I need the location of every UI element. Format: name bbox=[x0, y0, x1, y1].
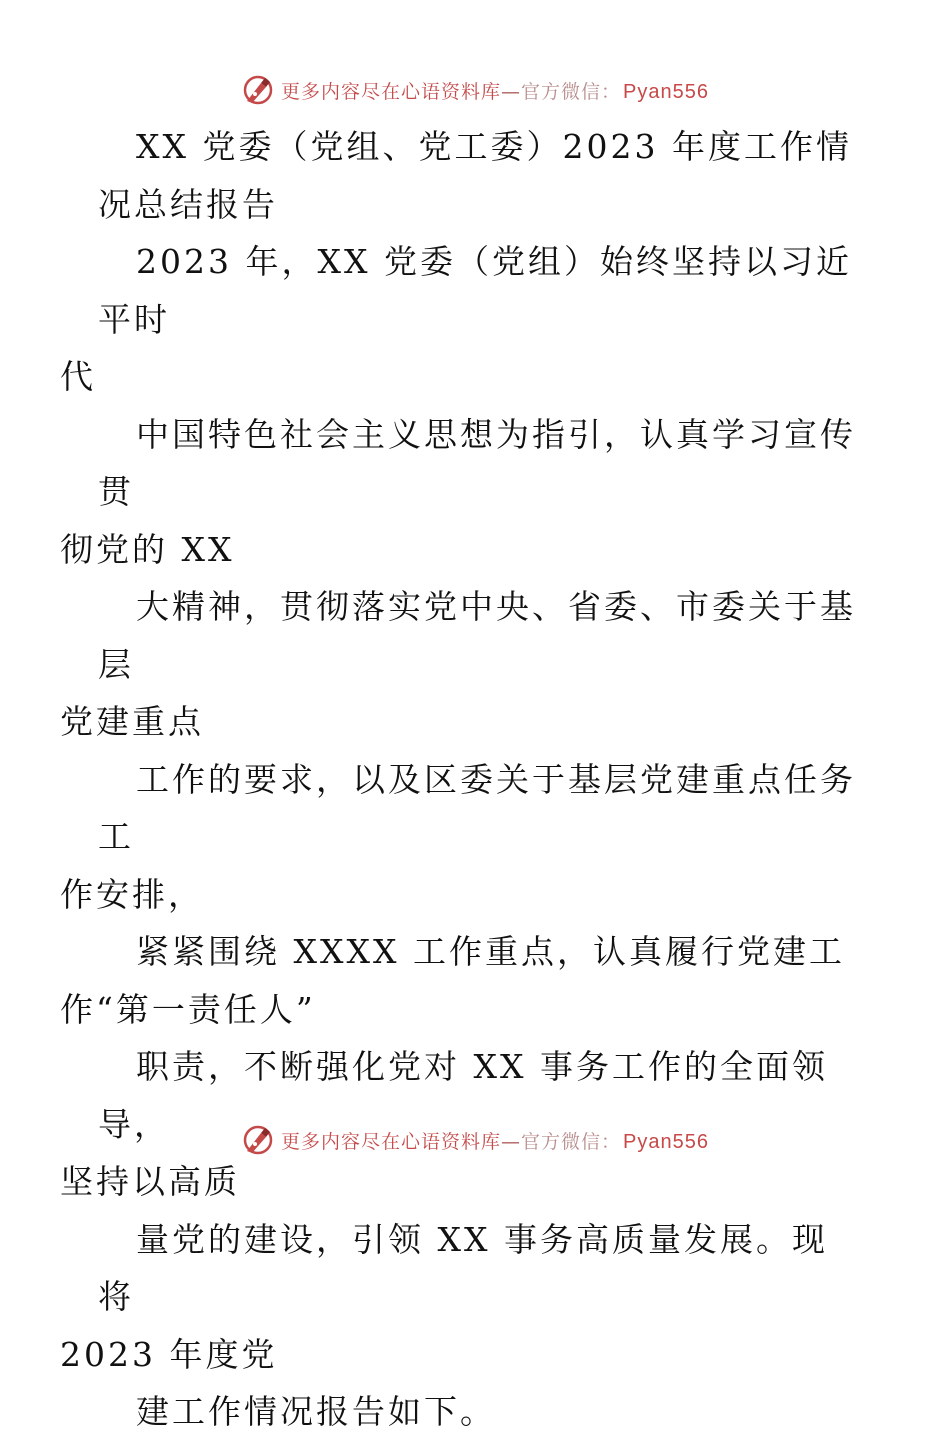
line-text: 彻党的 XX bbox=[60, 529, 235, 569]
line-text: 作安排， bbox=[60, 874, 204, 914]
pen-logo-icon bbox=[241, 1123, 275, 1157]
line-text: 作“第一责任人” bbox=[60, 989, 316, 1029]
line-text: 中国特色社会主义思想为指引，认真学习宣传贯 bbox=[98, 414, 856, 511]
paragraph-line bbox=[60, 406, 858, 579]
line-text: 工作的要求，以及区委关于基层党建重点任务工 bbox=[98, 759, 856, 856]
line-text: 职责，不断强化党对 XX 事务工作的全面领导， bbox=[98, 1047, 828, 1144]
watermark-separator: — bbox=[501, 80, 522, 103]
watermark-header bbox=[0, 70, 950, 110]
watermark-main-text: 更多内容尽在心语资料库 bbox=[281, 80, 502, 103]
line-text: 代 bbox=[60, 357, 96, 396]
watermark-wechat-id: Pyan556 bbox=[623, 1130, 709, 1153]
document-body bbox=[60, 118, 858, 1441]
line-text: 2023 年，XX 党委（党组）始终坚持以习近平时 bbox=[98, 242, 852, 339]
line-text: 紧紧围绕 XXXX 工作重点，认真履行党建工 bbox=[136, 932, 845, 971]
paragraph-line bbox=[60, 578, 858, 751]
watermark-footer bbox=[0, 1120, 950, 1160]
paragraph-line bbox=[98, 1383, 858, 1441]
document-title: XX 党委（党组、党工委）2023 年度工作情况总结报告 bbox=[98, 127, 852, 224]
pen-logo-icon bbox=[241, 73, 275, 107]
watermark-main-text: 更多内容尽在心语资料库 bbox=[281, 1130, 502, 1153]
line-text: 坚持以高质 bbox=[60, 1162, 240, 1201]
watermark-official-label: 官方微信： bbox=[521, 80, 622, 103]
line-text: 党建重点 bbox=[60, 702, 204, 741]
paragraph-line bbox=[60, 751, 858, 924]
line-text: 量党的建设，引领 XX 事务高质量发展。现将 bbox=[98, 1219, 828, 1316]
watermark-wechat-id: Pyan556 bbox=[623, 80, 709, 103]
watermark-text bbox=[281, 1127, 709, 1154]
watermark-text bbox=[281, 77, 709, 104]
line-text: 大精神，贯彻落实党中央、省委、市委关于基层 bbox=[98, 587, 856, 684]
paragraph-line bbox=[60, 233, 858, 406]
watermark-official-label: 官方微信： bbox=[521, 1130, 622, 1153]
line-text: 2023 年度党 bbox=[60, 1334, 278, 1374]
line-text: 建工作情况报告如下。 bbox=[136, 1392, 496, 1431]
watermark-separator: — bbox=[501, 1130, 522, 1153]
paragraph-line bbox=[60, 923, 858, 1038]
paragraph-line bbox=[60, 1211, 858, 1384]
